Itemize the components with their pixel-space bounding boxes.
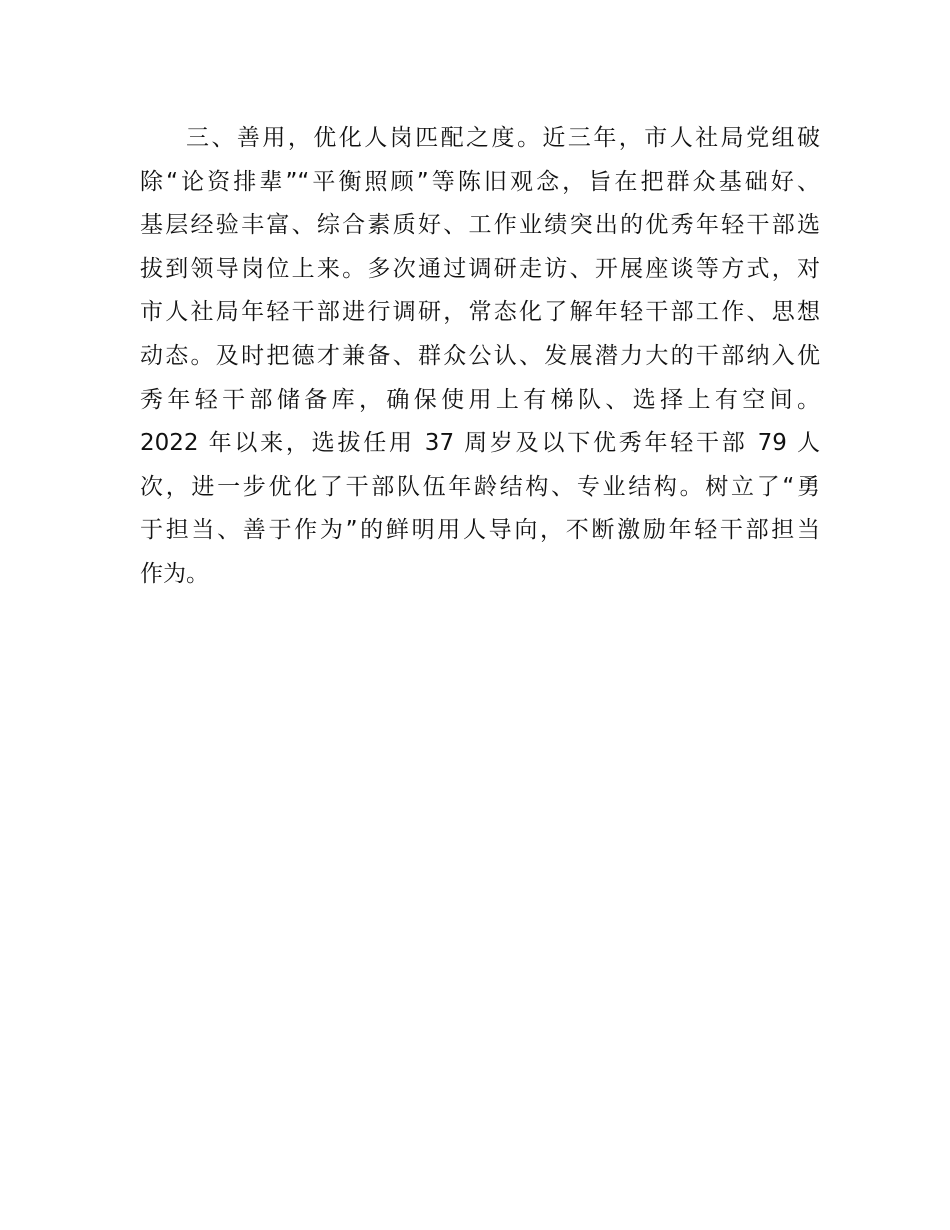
line-text: 作为。 <box>140 560 209 587</box>
paragraph-line <box>140 204 820 248</box>
paragraph-line <box>140 509 820 553</box>
line-text: 于担当、善于作为”的鲜明用人导向，不断激励年轻干部担当 <box>140 517 820 544</box>
paragraph-line <box>140 379 820 423</box>
line-text: 市人社局年轻干部进行调研，常态化了解年轻干部工作、思想 <box>140 299 820 326</box>
line-text: 动态。及时把德才兼备、群众公认、发展潜力大的干部纳入优 <box>140 342 820 369</box>
paragraph-line <box>140 291 820 335</box>
paragraph-line <box>140 248 820 292</box>
paragraph-line <box>140 466 820 510</box>
line-text: 秀年轻干部储备库，确保使用上有梯队、选择上有空间。 <box>140 386 820 413</box>
line-text: 2022 年以来，选拔任用 37 周岁及以下优秀年轻干部 79 人 <box>140 430 820 457</box>
line-text: 基层经验丰富、综合素质好、工作业绩突出的优秀年轻干部选 <box>140 212 820 239</box>
paragraph-line <box>140 553 820 597</box>
paragraph-line <box>140 422 820 466</box>
line-text: 拔到领导岗位上来。多次通过调研走访、开展座谈等方式，对 <box>140 255 820 282</box>
body-paragraph <box>140 117 820 597</box>
line-text: 三、善用，优化人岗匹配之度。近三年，市人社局党组破 <box>186 125 820 151</box>
paragraph-line <box>140 161 820 205</box>
paragraph-line <box>140 117 820 161</box>
line-text: 除“论资排辈”“平衡照顾”等陈旧观念，旨在把群众基础好、 <box>140 168 820 195</box>
line-text: 次，进一步优化了干部队伍年龄结构、专业结构。树立了“勇 <box>140 473 820 500</box>
paragraph-line <box>140 335 820 379</box>
